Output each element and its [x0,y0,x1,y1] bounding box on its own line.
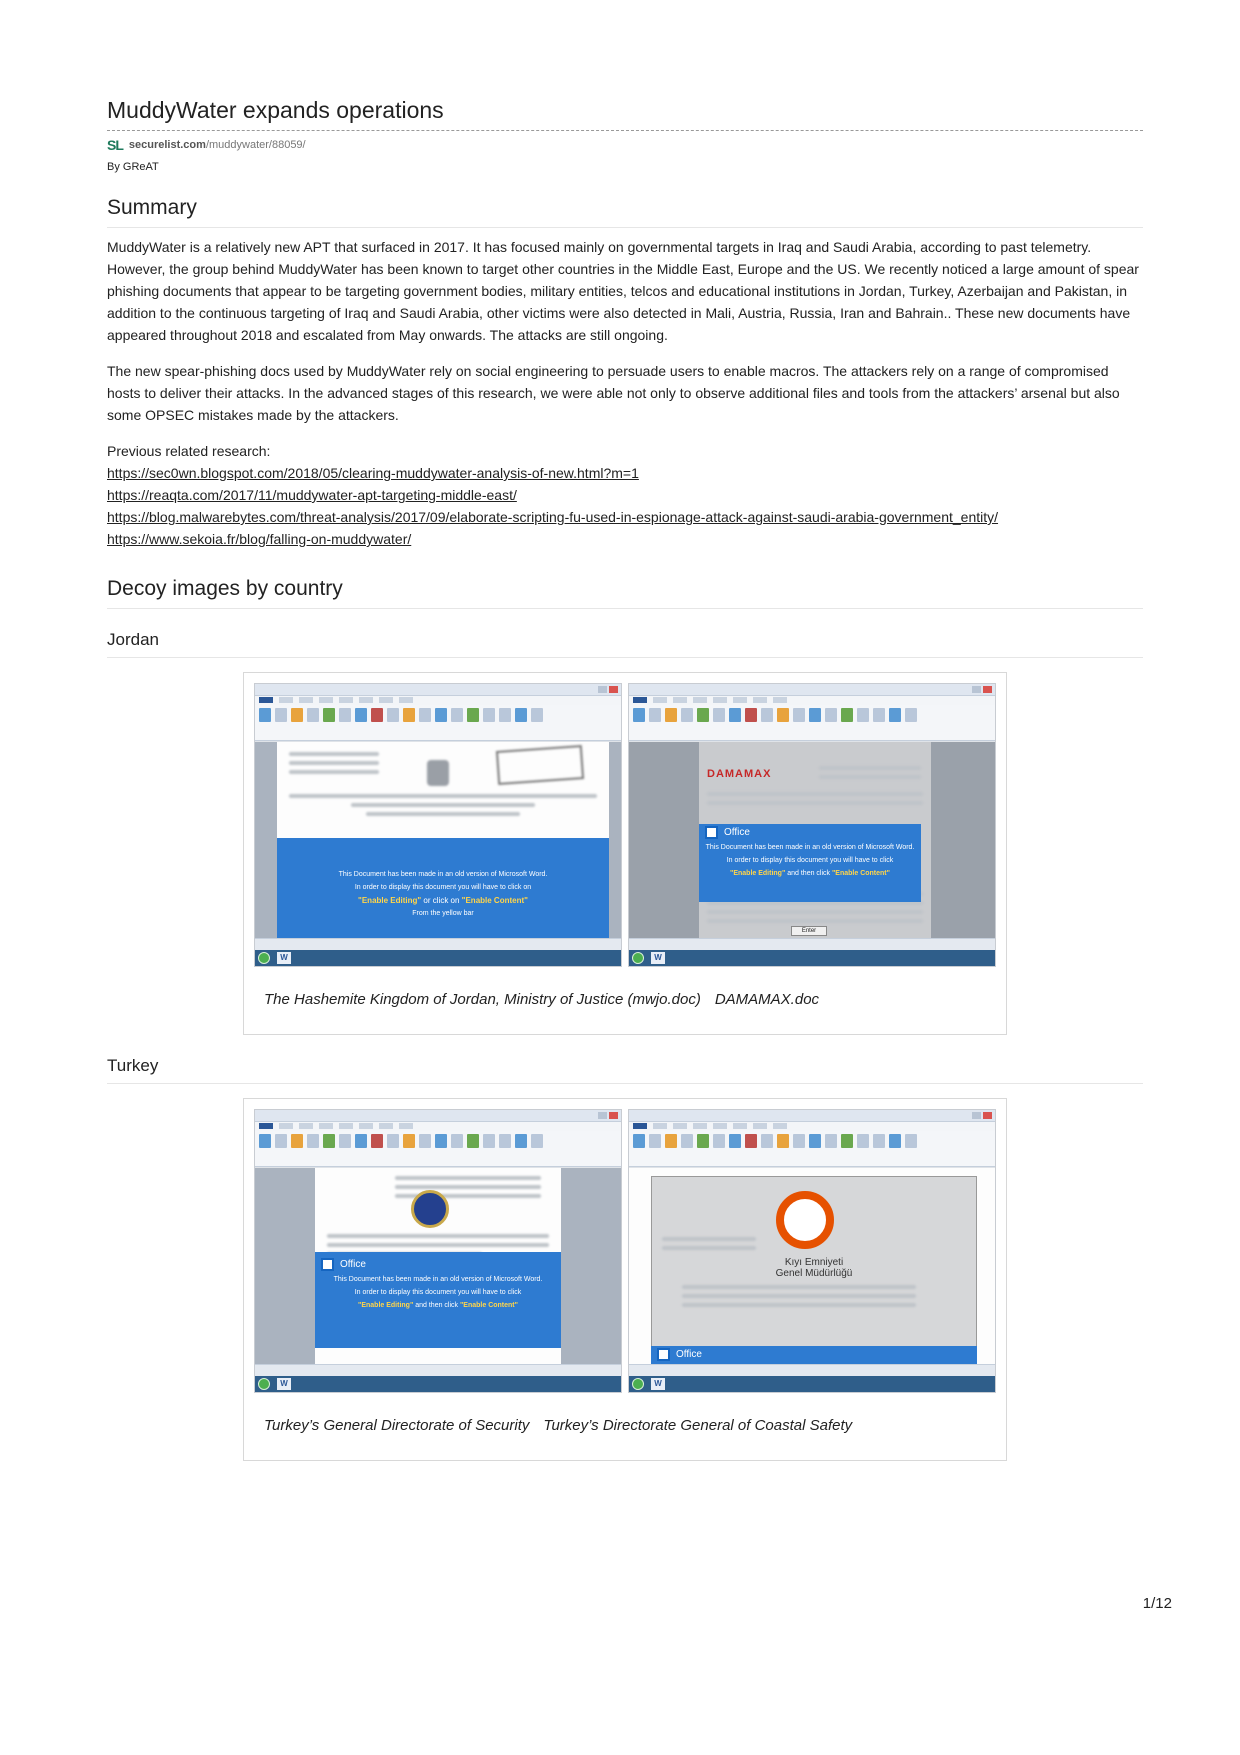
byline: By GReAT [107,161,159,173]
summary-heading: Summary [107,196,197,219]
research-link[interactable]: https://reaqta.com/2017/11/muddywater-apt-targeting-middle-east/ [107,487,517,503]
figure-caption [254,967,996,1034]
word-ribbon [255,1131,621,1167]
caption-jordan-1: The Hashemite Kingdom of Jordan, Ministry of Justice (mwjo.doc) [264,991,701,1008]
securelist-logo: SL [107,137,123,153]
decoy-screenshot-mwjo [254,683,622,967]
status-bar [255,938,621,950]
office-icon [321,1258,334,1271]
divider [107,1083,1143,1084]
word-icon[interactable]: W [651,1378,665,1390]
office-icon [657,1348,670,1361]
country-heading-turkey: Turkey [107,1056,159,1075]
word-icon[interactable]: W [651,952,665,964]
research-link[interactable]: https://sec0wn.blogspot.com/2018/05/clearing-muddywater-analysis-of-new.html?m=1 [107,465,639,481]
status-bar [629,1364,995,1376]
start-icon[interactable] [632,952,644,964]
enable-content-panel: This Document has been made in an old version of Microsoft Word. In order to display this document you will have to click on "Enable Editing" or click on "Enable Content" From the yellow bar [277,838,609,938]
source-url[interactable]: securelist.com/muddywater/88059/ [128,139,306,151]
summary-paragraph-1: MuddyWater is a relatively new APT that surfaced in 2017. It has focused mainly on governmental targets in Iraq and Saudi Arabia, according to past telemetry. However, the group behind MuddyWater has been known to target other countries in the Middle East, Europe and the US. We recently noticed a large amount of spear phishing documents that appear to be targeting government bodies, military entities, telcos and educational institutions in Jordan, Turkey, Azerbaijan and Pakistan, in addition to the continuous targeting of Iraq and Saudi Arabia, other victims were also detected in Mali, Austria, Russia, Iran and Bahrain.. These new documents have appeared throughout 2018 and escalated from May onwards. The attacks are still ongoing. [107,239,1139,343]
decoy-screenshot-damamax [628,683,996,967]
police-emblem-icon [411,1190,449,1228]
summary-paragraph-2: The new spear-phishing docs used by MuddyWater rely on social engineering to persuade users to enable macros. The attackers rely on a range of compromised hosts to deliver their attacks. In the advanced stages of this research, we were able not only to observe additional files and tools from the attackers’ arsenal but also some OPSEC mistakes made by the attackers. [107,363,1120,423]
divider [107,657,1143,658]
research-link[interactable]: https://blog.malwarebytes.com/threat-analysis/2017/09/elaborate-scripting-fu-used-in-espionage-attack-against-saudi-arabia-government_entity/ [107,509,999,525]
office-icon [705,826,718,839]
enter-button[interactable]: Enter [791,926,827,936]
caption-turkey-1: Turkey’s General Directorate of Security [264,1417,530,1434]
document-page [277,742,609,938]
status-bar [629,938,995,950]
coastal-safety-name: Kıyı Emniyeti Genel Müdürlüğü [775,1257,853,1279]
figure-caption [254,1393,996,1460]
page-title: MuddyWater expands operations [107,97,444,123]
word-ribbon [629,1131,995,1167]
start-icon[interactable] [258,952,270,964]
caption-jordan-2: DAMAMAX.doc [714,991,820,1008]
decoy-screenshot-security [254,1109,622,1393]
divider [107,227,1143,228]
stamp-icon [496,745,584,785]
decoy-screenshot-coastal [628,1109,996,1393]
taskbar [629,1376,995,1392]
document-page [651,1176,977,1364]
emblem-icon [427,760,449,786]
status-bar [255,1364,621,1376]
decoy-figure-turkey [243,1098,1007,1461]
research-link[interactable]: https://www.sekoia.fr/blog/falling-on-muddywater/ [107,531,412,547]
close-icon [983,686,992,693]
close-icon [609,686,618,693]
article [107,96,1143,1461]
country-heading-jordan: Jordan [107,630,159,649]
decoy-heading: Decoy images by country [107,577,343,600]
previous-research-label: Previous related research: [107,443,271,459]
damamax-logo: DAMAMAX [707,768,772,780]
word-icon[interactable]: W [277,1378,291,1390]
title-divider [107,130,1143,131]
taskbar [255,1376,621,1392]
start-icon[interactable] [632,1378,644,1390]
enable-content-panel: Office [651,1346,977,1364]
caption-turkey-2: Turkey’s Directorate General of Coastal Safety [543,1417,853,1434]
enable-content-panel: Office This Document has been made in an old version of Microsoft Word. In order to display this document you will have to click "Enable Editing" and then click "Enable Content" [315,1252,561,1348]
enable-content-panel: Office This Document has been made in an old version of Microsoft Word. In order to display this document you will have to click "Enable Editing" and then click "Enable Content" [699,824,921,902]
divider [107,608,1143,609]
close-icon [983,1112,992,1119]
close-icon [609,1112,618,1119]
decoy-figure-jordan [243,672,1007,1035]
page-number: 1/12 [1142,1595,1172,1612]
word-ribbon [629,705,995,741]
word-ribbon [255,705,621,741]
coastal-safety-emblem-icon [776,1191,834,1249]
taskbar [255,950,621,966]
word-icon[interactable]: W [277,952,291,964]
start-icon[interactable] [258,1378,270,1390]
taskbar [629,950,995,966]
source-line [107,137,1143,153]
